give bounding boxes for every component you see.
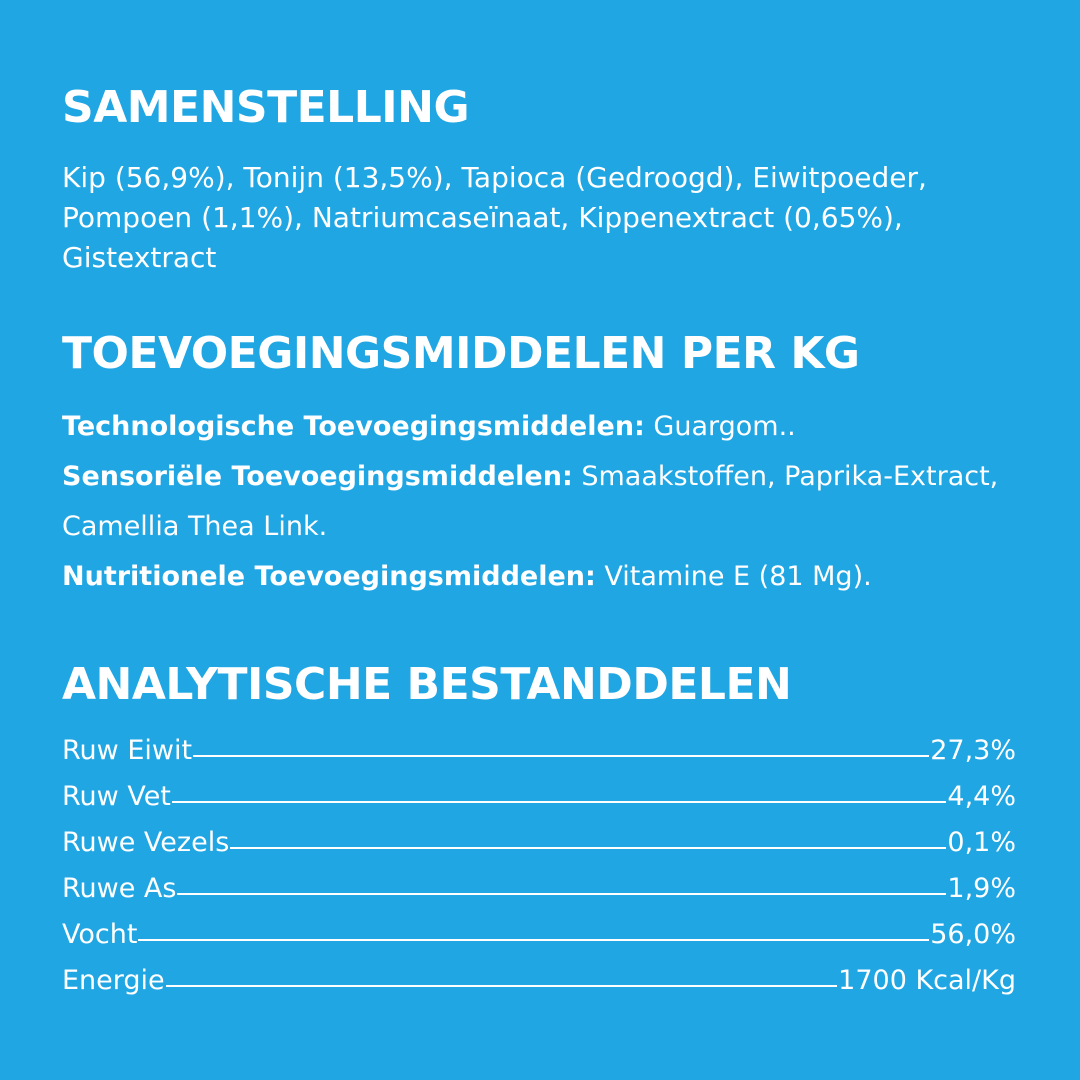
analytical-row-value: 4,4% — [947, 781, 1016, 812]
additive-sensory-value: Smaakstoffen, Paprika-Extract, Camellia Thea Link. — [62, 461, 999, 542]
leader-line — [166, 985, 837, 987]
analytical-row-name: Ruwe As — [62, 873, 177, 904]
leader-line — [230, 847, 946, 849]
leader-line — [172, 801, 946, 803]
analytical-row-value: 1,9% — [947, 873, 1016, 904]
analytical-row-value: 56,0% — [930, 919, 1016, 950]
analytical-row — [62, 866, 1016, 912]
analytical-row — [62, 912, 1016, 958]
analytical-row-name: Ruw Eiwit — [62, 735, 193, 766]
analytical-table — [62, 728, 1016, 1004]
additive-technological-label: Technologische Toevoegingsmiddelen: — [62, 411, 645, 442]
analytical-heading: ANALYTISCHE BESTANDDELEN — [62, 659, 792, 710]
analytical-row-name: Ruwe Vezels — [62, 827, 230, 858]
additive-nutritional-label: Nutritionele Toevoegingsmiddelen: — [62, 561, 596, 592]
leader-line — [138, 939, 929, 941]
analytical-row-value: 0,1% — [947, 827, 1016, 858]
additive-sensory — [62, 452, 1016, 552]
analytical-row — [62, 958, 1016, 1004]
composition-heading: SAMENSTELLING — [62, 82, 470, 133]
additives-heading: TOEVOEGINGSMIDDELEN PER KG — [62, 328, 860, 379]
analytical-row-value: 1700 Kcal/Kg — [838, 965, 1016, 996]
analytical-row — [62, 774, 1016, 820]
additive-technological-value: Guargom.. — [644, 411, 796, 442]
analytical-row-name: Vocht — [62, 919, 138, 950]
leader-line — [177, 893, 946, 895]
additive-technological — [62, 402, 1016, 452]
analytical-row-name: Ruw Vet — [62, 781, 171, 812]
analytical-row-name: Energie — [62, 965, 165, 996]
additives-list — [62, 402, 1016, 602]
analytical-row — [62, 820, 1016, 866]
additive-sensory-label: Sensoriële Toevoegingsmiddelen: — [62, 461, 573, 492]
analytical-row — [62, 728, 1016, 774]
analytical-row-value: 27,3% — [930, 735, 1016, 766]
additive-nutritional-value: Vitamine E (81 Mg). — [595, 561, 872, 592]
additive-nutritional — [62, 552, 1016, 602]
leader-line — [193, 755, 929, 757]
composition-text: Kip (56,9%), Tonijn (13,5%), Tapioca (Gedroogd), Eiwitpoeder, Pompoen (1,1%), Natriumcaseïnaat, Kippenextract (0,65%), Gistextract — [62, 161, 927, 274]
